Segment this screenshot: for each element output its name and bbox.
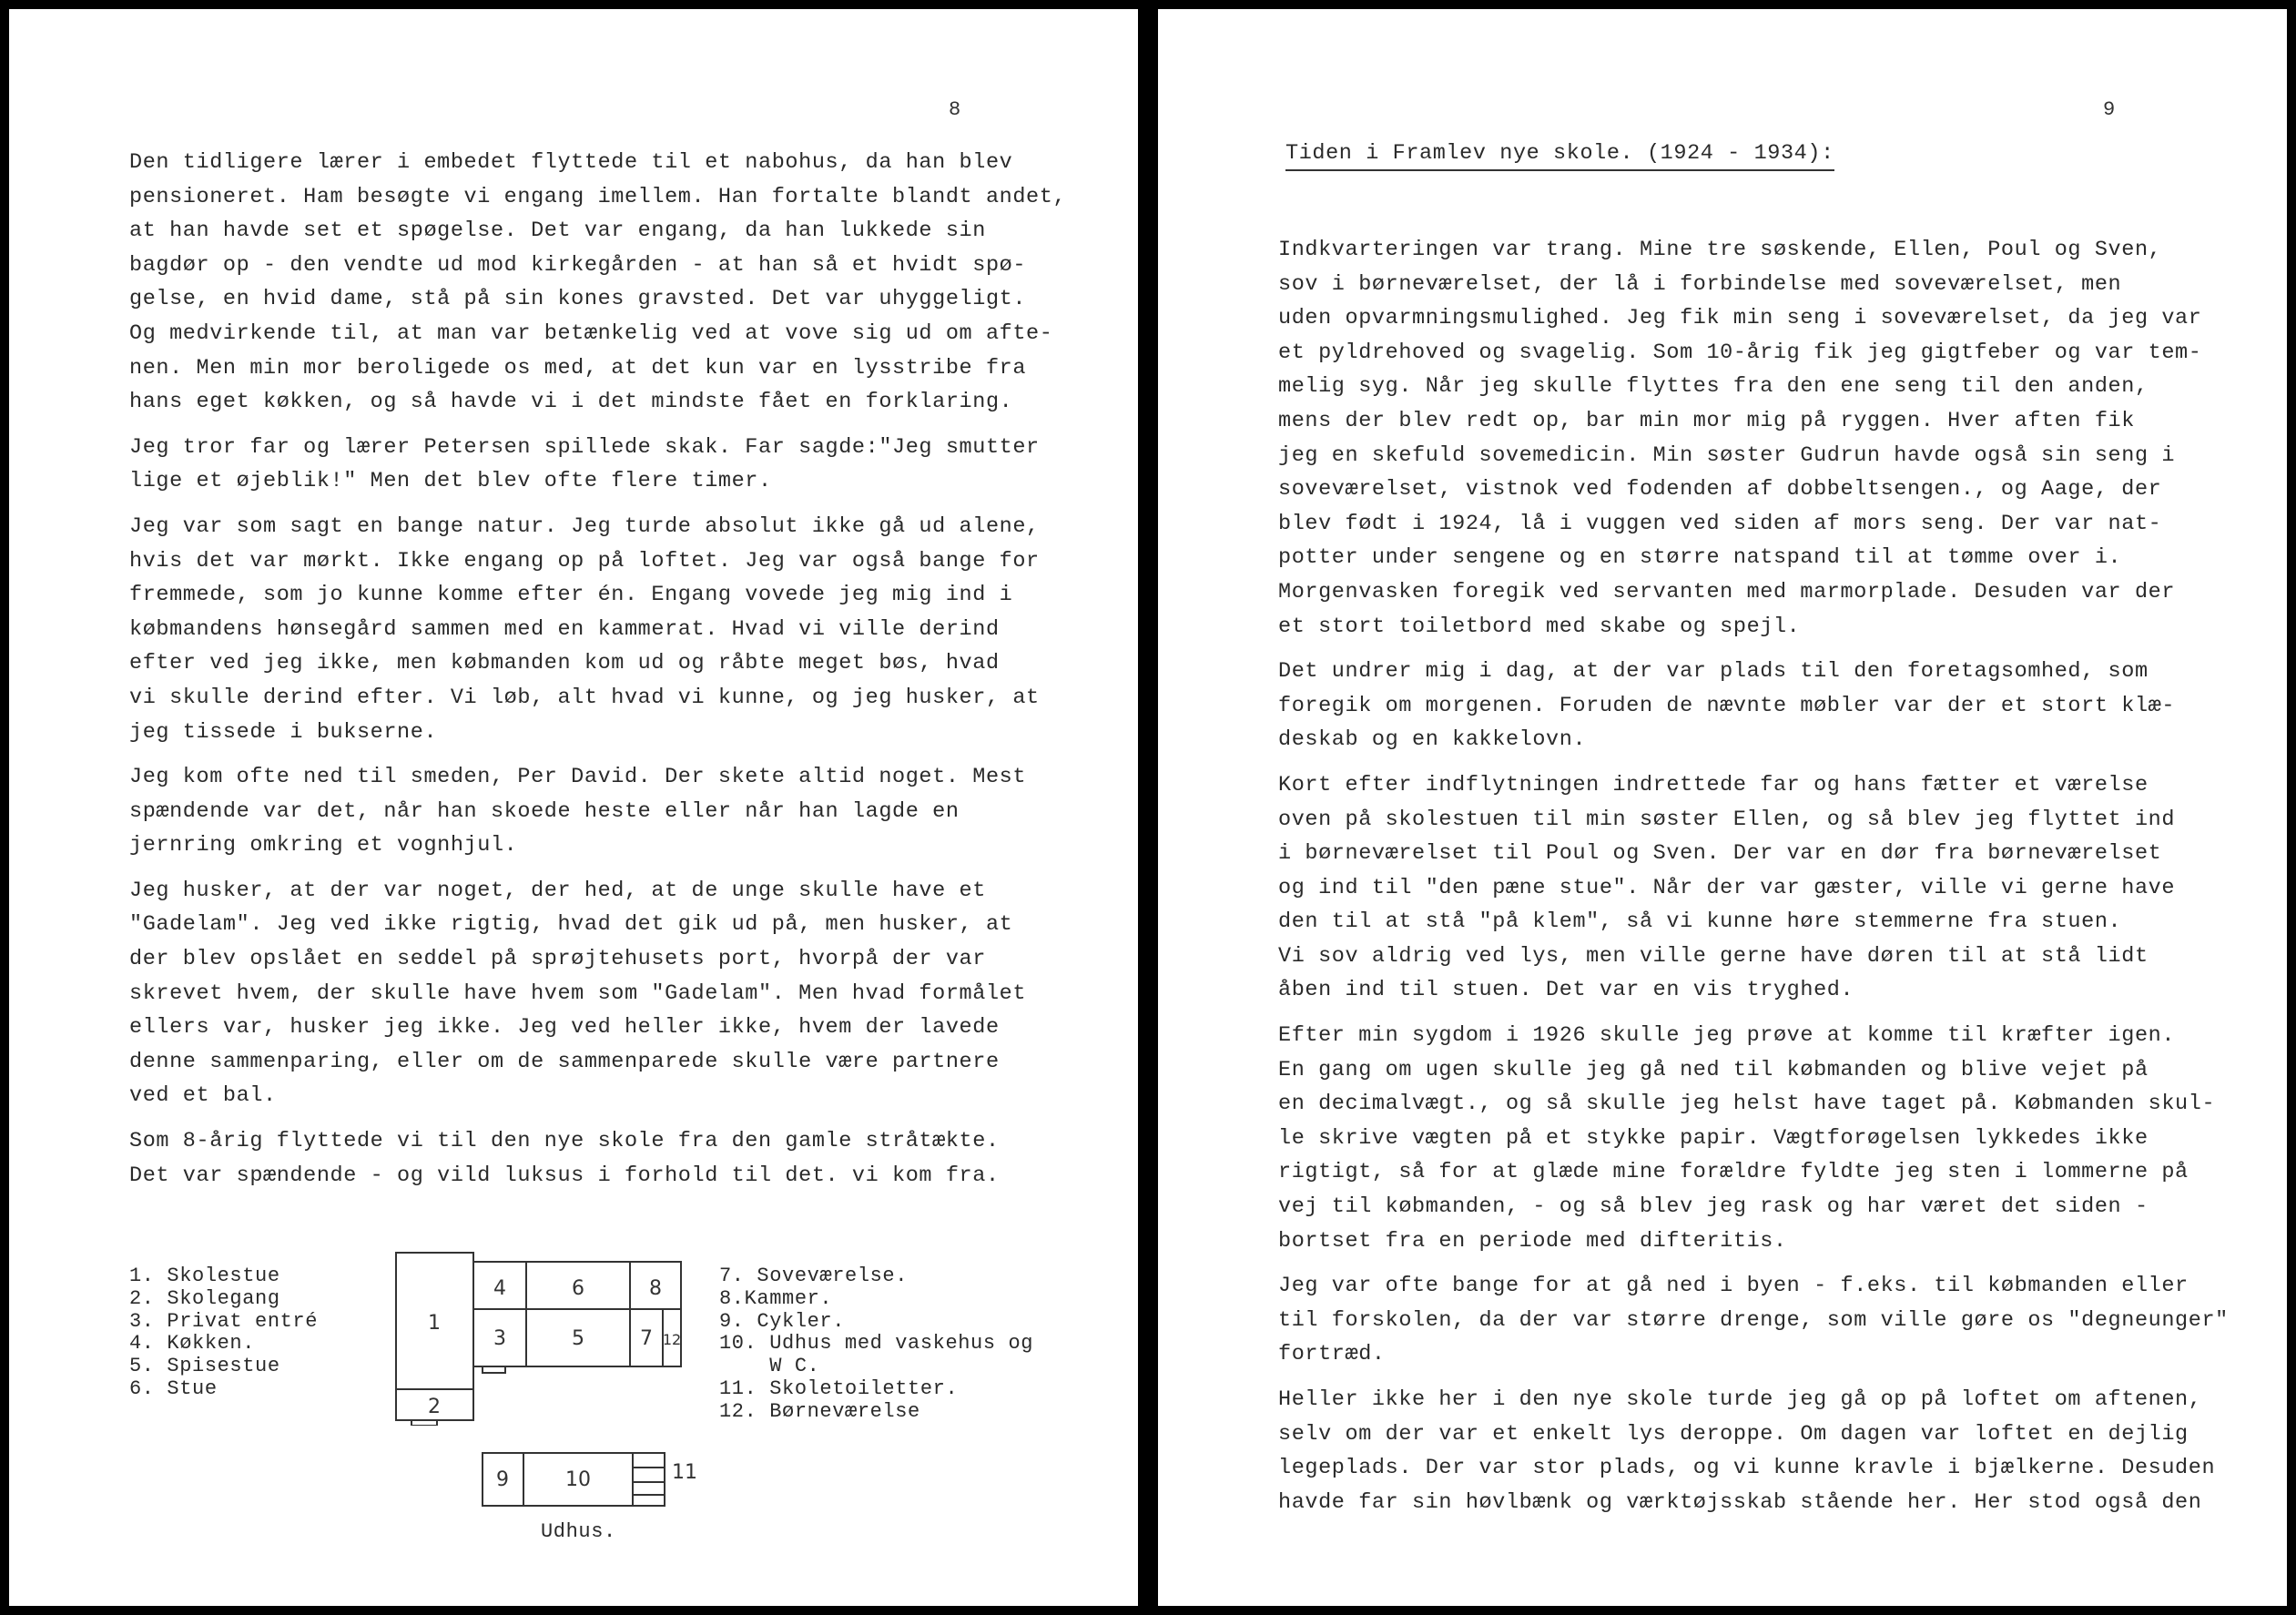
paragraph xyxy=(1278,1383,2229,1519)
paragraph xyxy=(1278,655,2229,757)
text-line: melig syg. Når jeg skulle flyttes fra den ene seng til den anden, xyxy=(1278,374,2149,400)
text-line: blev født i 1924, lå i vuggen ved siden af mors seng. Der var nat- xyxy=(1278,511,2162,536)
paragraph xyxy=(129,760,1066,863)
plan-label-6: 6 xyxy=(572,1277,584,1300)
plan-label-2: 2 xyxy=(428,1396,441,1418)
text-line: en decimalvægt., og så skulle jeg helst have taget på. Købmanden skul- xyxy=(1278,1092,2216,1117)
page-number: 8 xyxy=(949,98,961,121)
text-line: Det var spændende - og vild luksus i forhold til det. vi kom fra. xyxy=(129,1163,1000,1188)
text-line: til forskolen, da der var større drenge, som ville gøre os "degneunger" xyxy=(1278,1307,2229,1333)
text-line: Jeg var ofte bange for at gå ned i byen - f.eks. til købmanden eller xyxy=(1278,1274,2189,1299)
text-line: sov i børneværelset, der lå i forbindelse med soveværelset, men xyxy=(1278,271,2122,297)
text-line: Indkvarteringen var trang. Mine tre søskende, Ellen, Poul og Sven, xyxy=(1278,238,2162,262)
plan-label-12: 12 xyxy=(662,1331,682,1348)
outbuilding-caption: Udhus. xyxy=(541,1520,616,1543)
legend-right xyxy=(719,1265,1033,1424)
text-line: et pyldrehoved og svagelig. Som 10-årig fik jeg gigtfeber og var tem- xyxy=(1278,340,2202,365)
text-line: i børneværelset til Poul og Sven. Der var en dør fra børneværelset xyxy=(1278,841,2162,867)
text-line: havde far sin høvlbænk og værktøjsskab stående her. Her stod også den xyxy=(1278,1489,2202,1515)
text-line: vi skulle derind efter. Vi løb, alt hvad vi kunne, og jeg husker, at xyxy=(129,685,1040,710)
plan-label-8: 8 xyxy=(649,1277,662,1300)
text-line: ved et bal. xyxy=(129,1083,277,1109)
text-line: Efter min sygdom i 1926 skulle jeg prøve at komme til kræfter igen. xyxy=(1278,1023,2176,1049)
outbuilding-label-11: 11 xyxy=(672,1461,697,1484)
text-line: mens der blev redt op, bar min mor mig på ryggen. Hver aften fik xyxy=(1278,408,2135,433)
text-line: og ind til "den pæne stue". Når der var gæster, ville vi gerne have xyxy=(1278,875,2176,900)
legend-item: 5. Spisestue xyxy=(129,1355,280,1378)
legend-item: 10. Udhus med vaskehus og xyxy=(719,1332,1034,1356)
outbuilding-diagram xyxy=(473,1446,710,1509)
text-line: købmandens hønsegård sammen med en kammerat. Hvad vi ville derind xyxy=(129,616,1000,642)
text-line: fortræd. xyxy=(1278,1342,1386,1367)
plan-label-4: 4 xyxy=(493,1277,506,1300)
text-line: vej til købmanden, - og så blev jeg rask og har været det siden - xyxy=(1278,1194,2149,1220)
text-line: le skrive vægten på et stykke papir. Vægtforøgelsen lykkedes ikke xyxy=(1278,1125,2149,1151)
text-line: efter ved jeg ikke, men købmanden kom ud og råbte meget bøs, hvad xyxy=(129,651,1000,676)
page-number: 9 xyxy=(2103,98,2116,121)
paragraph xyxy=(1278,768,2229,1008)
plan-label-5: 5 xyxy=(572,1327,584,1350)
left-body-text xyxy=(129,146,1066,1204)
legend-item: 8.Kammer. xyxy=(719,1286,833,1310)
legend-item: 12. Børneværelse xyxy=(719,1399,920,1423)
text-line: oven på skolestuen til min søster Ellen, og så blev jeg flyttet ind xyxy=(1278,807,2176,832)
legend-left xyxy=(129,1265,318,1401)
text-line: ellers var, husker jeg ikke. Jeg ved heller ikke, hvem der lavede xyxy=(129,1015,1000,1041)
legend-item: 1. Skolestue xyxy=(129,1265,280,1287)
text-line: bagdør op - den vendte ud mod kirkegården - at han så et hvidt spø- xyxy=(129,252,1027,278)
text-line: den til at stå "på klem", så vi kunne høre stemmerne fra stuen. xyxy=(1278,909,2122,935)
legend-item: 6. Stue xyxy=(129,1376,218,1400)
legend-item: 7. Soveværelse. xyxy=(719,1265,909,1287)
text-line: bortset fra en periode med difteritis. xyxy=(1278,1228,1787,1254)
right-page xyxy=(1158,9,2287,1606)
text-line: foregik om morgenen. Foruden de nævnte møbler var der et stort klæ- xyxy=(1278,693,2176,718)
left-page xyxy=(9,9,1138,1606)
paragraph xyxy=(129,1124,1066,1193)
text-line: Som 8-årig flyttede vi til den nye skole fra den gamle stråtækte. xyxy=(129,1129,1000,1154)
text-line: Den tidligere lærer i embedet flyttede til et nabohus, da han blev xyxy=(129,150,1013,175)
text-line: Morgenvasken foregik ved servanten med marmorplade. Desuden var der xyxy=(1278,579,2176,604)
text-line: at han havde set et spøgelse. Det var engang, da han lukkede sin xyxy=(129,218,986,244)
floorplan-diagram xyxy=(373,1244,692,1426)
legend-item: 9. Cykler. xyxy=(719,1309,846,1333)
text-line: der blev opslået en seddel på sprøjtehusets port, hvorpå der var xyxy=(129,947,986,972)
plan-label-1: 1 xyxy=(428,1312,441,1335)
text-line: jernring omkring et vognhjul. xyxy=(129,833,518,858)
paragraph xyxy=(1278,233,2229,644)
text-line: denne sammenparing, eller om de sammenparede skulle være partnere xyxy=(129,1049,1000,1074)
text-line: åben ind til stuen. Det var en vis tryghed. xyxy=(1278,978,1854,1003)
text-line: En gang om ugen skulle jeg gå ned til købmanden og blive vejet på xyxy=(1278,1057,2149,1082)
paragraph xyxy=(129,510,1066,749)
legend-item: 2. Skolegang xyxy=(129,1286,280,1310)
text-line: soveværelset, vistnok ved fodenden af dobbeltsengen., og Aage, der xyxy=(1278,477,2162,503)
text-line: pensioneret. Ham besøgte vi engang imellem. Han fortalte blandt andet, xyxy=(129,184,1067,209)
paragraph xyxy=(129,431,1066,499)
text-line: selv om der var et enkelt lys deroppe. Om dagen var loftet en dejlig xyxy=(1278,1421,2189,1447)
legend-item: 3. Privat entré xyxy=(129,1309,319,1333)
paragraph xyxy=(1278,1019,2229,1258)
text-line: legeplads. Der var stor plads, og vi kunne kravle i bjælkerne. Desuden xyxy=(1278,1456,2216,1481)
text-line: jeg en skefuld sovemedicin. Min søster Gudrun havde også sin seng i xyxy=(1278,442,2176,468)
outbuilding-label-9: 9 xyxy=(496,1468,509,1491)
paragraph xyxy=(129,146,1066,420)
text-line: Det undrer mig i dag, at der var plads til den foretagsomhed, som xyxy=(1278,659,2149,685)
text-line: Heller ikke her i den nye skole turde jeg gå op på loftet om aftenen, xyxy=(1278,1387,2202,1412)
text-line: fremmede, som jo kunne komme efter én. Engang vovede jeg mig ind i xyxy=(129,583,1013,608)
legend-item: W C. xyxy=(719,1355,820,1378)
text-line: Jeg kom ofte ned til smeden, Per David. Der skete altid noget. Mest xyxy=(129,765,1027,790)
text-line: gelse, en hvid dame, stå på sin kones gravsted. Det var uhyggeligt. xyxy=(129,287,1027,312)
text-line: hans eget køkken, og så havde vi i det mindste fået en forklaring. xyxy=(129,390,1013,415)
text-line: hvis det var mørkt. Ikke engang op på loftet. Jeg var også bange for xyxy=(129,548,1040,574)
paragraph xyxy=(129,874,1066,1113)
text-line: rigtigt, så for at glæde mine forældre fyldte jeg sten i lommerne på xyxy=(1278,1160,2189,1185)
text-line: spændende var det, når han skoede heste eller når han lagde en xyxy=(129,798,960,824)
text-line: potter under sengene og en større natspand til at tømme over i. xyxy=(1278,545,2122,571)
text-line: uden opvarmningsmulighed. Jeg fik min seng i soveværelset, da jeg var xyxy=(1278,306,2202,331)
text-line: jeg tissede i bukserne. xyxy=(129,719,438,745)
text-line: Kort efter indflytningen indrettede far og hans fætter et værelse xyxy=(1278,772,2149,797)
paragraph xyxy=(1278,1269,2229,1372)
text-line: Jeg husker, at der var noget, der hed, at de unge skulle have et xyxy=(129,878,986,903)
right-body-text xyxy=(1278,233,2229,1530)
plan-label-3: 3 xyxy=(493,1327,506,1350)
plan-label-7: 7 xyxy=(640,1327,653,1350)
text-line: lige et øjeblik!" Men det blev ofte flere timer. xyxy=(129,469,772,494)
text-line: Og medvirkende til, at man var betænkelig ved at vove sig ud om afte- xyxy=(129,320,1053,346)
text-line: nen. Men min mor beroligede os med, at det kun var en lysstribe fra xyxy=(129,355,1027,381)
text-line: Jeg tror far og lærer Petersen spillede skak. Far sagde:"Jeg smutter xyxy=(129,434,1040,460)
text-line: "Gadelam". Jeg ved ikke rigtig, hvad det gik ud på, men husker, at xyxy=(129,912,1013,938)
legend-item: 4. Køkken. xyxy=(129,1332,256,1356)
legend-item: 11. Skoletoiletter. xyxy=(719,1376,959,1400)
text-line: skrevet hvem, der skulle have hvem som "Gadelam". Men hvad formålet xyxy=(129,980,1027,1006)
text-line: Jeg var som sagt en bange natur. Jeg turde absolut ikke gå ud alene, xyxy=(129,513,1040,539)
outbuilding-label-10: 10 xyxy=(565,1468,591,1491)
text-line: Vi sov aldrig ved lys, men ville gerne have døren til at stå lidt xyxy=(1278,943,2149,969)
text-line: deskab og en kakkelovn. xyxy=(1278,727,1587,753)
text-line: et stort toiletbord med skabe og spejl. xyxy=(1278,614,1801,639)
section-title: Tiden i Framlev nye skole. (1924 - 1934): xyxy=(1285,141,1834,171)
